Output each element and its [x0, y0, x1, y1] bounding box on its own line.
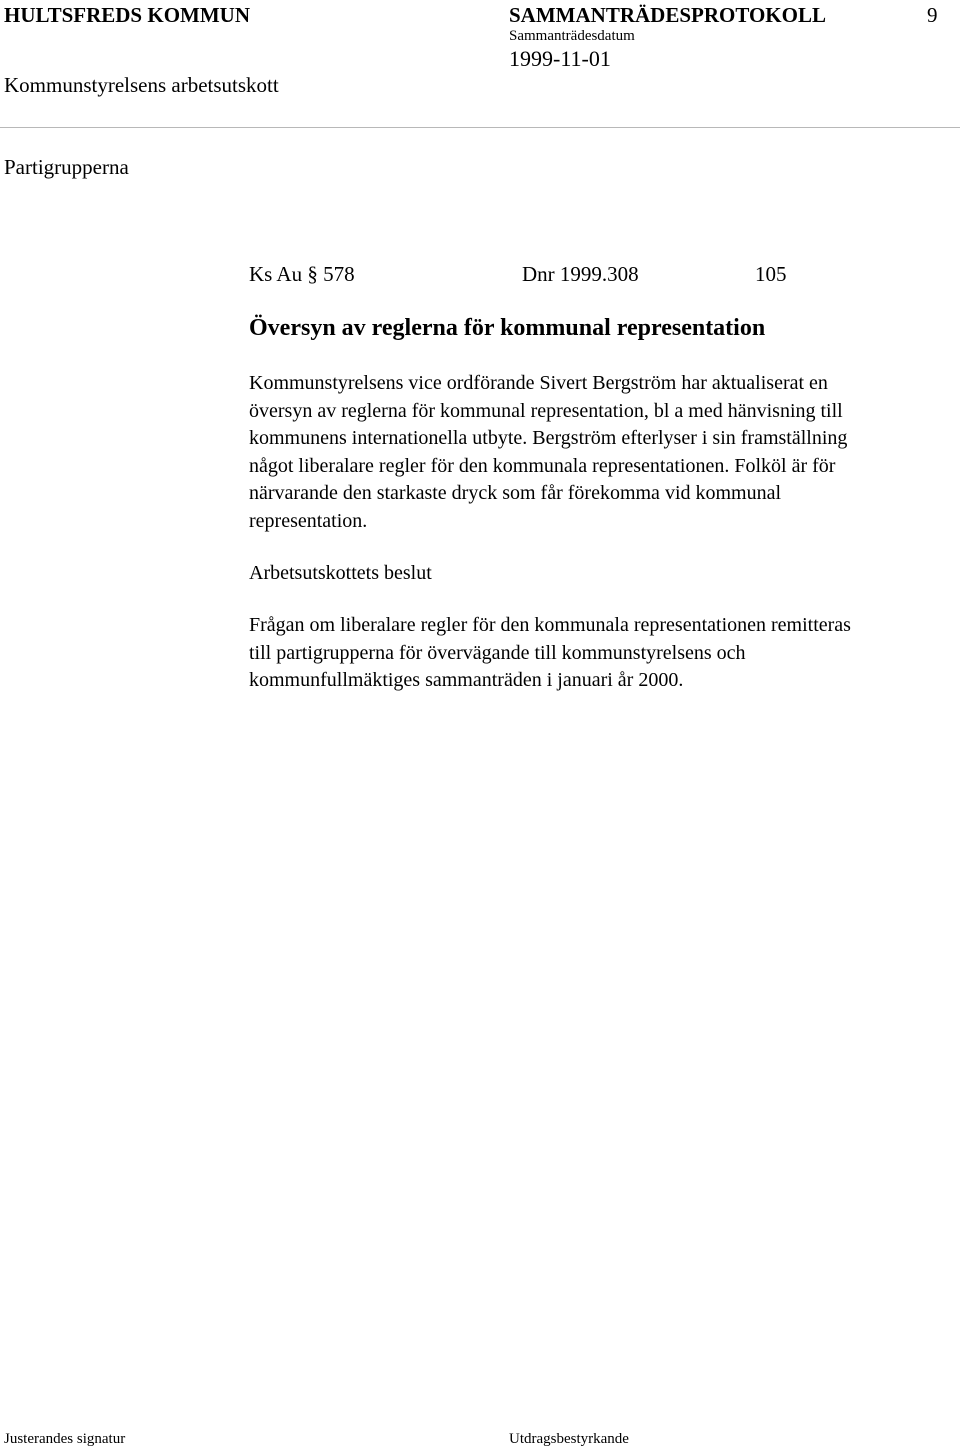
- paragraph-number: 105: [755, 262, 787, 286]
- date-label: Sammanträdesdatum: [509, 28, 635, 44]
- header-divider: [0, 127, 960, 128]
- recipient: Partigrupperna: [4, 155, 129, 179]
- signature-label: Justerandes signatur: [4, 1431, 126, 1447]
- paragraph-line: närvarande den starkaste dryck som får förekomma vid kommunal: [249, 482, 782, 504]
- extract-certification-label: Utdragsbestyrkande: [509, 1431, 629, 1447]
- committee-name: Kommunstyrelsens arbetsutskott: [4, 73, 279, 97]
- organization-name: HULTSFREDS KOMMUN: [4, 3, 251, 27]
- dnr-reference: Dnr 1999.308: [522, 262, 639, 286]
- background-paragraph: [249, 370, 959, 535]
- paragraph-line: något liberalare regler för den kommunala representationen. Folköl är för: [249, 454, 836, 477]
- document-title: SAMMANTRÄDESPROTOKOLL: [509, 3, 826, 27]
- paragraph-line: översyn av reglerna för kommunal representation, bl a med hänvisning till: [249, 399, 843, 422]
- paragraph-line: kommunens internationella utbyte. Bergström efterlyser i sin framställning: [249, 427, 848, 449]
- decision-paragraph: [249, 612, 959, 695]
- paragraph-line: kommunfullmäktiges sammanträden i januari år 2000.: [249, 669, 684, 691]
- paragraph-line: representation.: [249, 509, 368, 532]
- meeting-date: 1999-11-01: [509, 46, 611, 71]
- page-number: 9: [927, 3, 938, 27]
- ks-au-reference: Ks Au § 578: [249, 262, 355, 286]
- section-title: Översyn av reglerna för kommunal representation: [249, 315, 766, 341]
- decision-heading: Arbetsutskottets beslut: [249, 562, 432, 584]
- paragraph-line: Frågan om liberalare regler för den kommunala representationen remitteras: [249, 614, 851, 636]
- paragraph-line: Kommunstyrelsens vice ordförande Sivert Bergström har aktualiserat en: [249, 372, 828, 394]
- paragraph-line: till partigrupperna för övervägande till kommunstyrelsens och: [249, 641, 746, 664]
